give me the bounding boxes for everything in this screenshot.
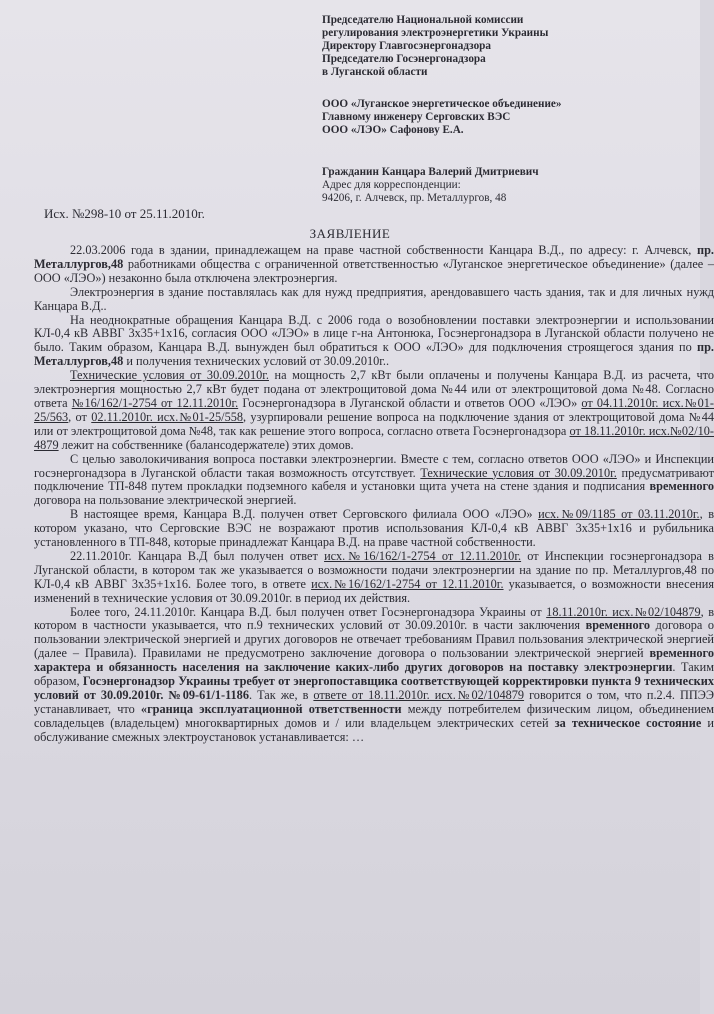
- text-run: договора на пользование электрической энергией.: [34, 493, 297, 508]
- text-run: , в котором указано, что Серговские ВЭС не возражают против использования КЛ-0,4 кВ АВВГ 3х35+1х16 и рубильника установленного в ТП-848, которые принадлежат Канцара В.Д. на праве частной собственности.: [34, 507, 714, 550]
- text-run: указывается, о возможности внесения изменений в технические условия от 30.09.2010г. в период их действия.: [34, 576, 714, 605]
- text-run: между потребителем физическим лицом, объединением совладельцев (владельцем) многоквартирных домов и / или владельцем электрических сетей: [34, 701, 714, 730]
- sender-block: [322, 166, 694, 205]
- bold-emphasis: Госэнергонадзор Украины требует от энергопоставщика соответствующей корректировки пункта 9 технических условий от 30.09.2010г. №09-61/1-1186: [34, 674, 714, 702]
- reference-number: Исх. №298-10 от 25.11.2010г.: [44, 206, 205, 221]
- text-run: , от: [68, 409, 92, 424]
- address-emphasis: пр. Металлургов,48: [34, 243, 714, 271]
- paragraph-5: [34, 453, 714, 509]
- underlined-reference: Технические условия от 30.09.2010г.: [420, 465, 617, 480]
- text-run: на мощность 2,7 кВт были оплачены и получены Канцара В.Д. из расчета, что электроэнергия мощностью 2,7 кВт будет подана от электрощитовой дома №44 или от электрощитовой дома №48. Согласно ответа: [34, 368, 714, 410]
- recipient-line: в Луганской области: [322, 66, 428, 78]
- recipients-block-2: [322, 98, 694, 137]
- recipient-line: ООО «ЛЭО» Сафонову Е.А.: [322, 124, 464, 136]
- underlined-reference: 02.11.2010г. исх.№01-25/558: [91, 409, 244, 424]
- underlined-reference: ответе от 18.11.2010г. исх.№02/104879: [313, 688, 525, 702]
- underlined-reference: 18.11.2010г. исх.№02/104879: [546, 604, 701, 619]
- paragraph-3: [34, 314, 714, 370]
- text-run: . Таким образом,: [34, 660, 714, 689]
- text-run: говорится о том, что п.2.4. ППЭЭ устанавливает, что: [34, 688, 714, 716]
- bold-emphasis: временного: [585, 618, 651, 633]
- sender-address: 94206, г. Алчевск, пр. Металлургов, 48: [322, 192, 507, 204]
- text-run: договора о пользовании электрической энергией и других договоров не отвечает требованиям Правил пользования электрической энергией (далее – Правила). Правилами не предусмотрено заключение договора о пользовании электрической энергией: [34, 618, 714, 661]
- sender-address-label: Адрес для корреспонденции:: [322, 179, 461, 191]
- text-run: Более того, 24.11.2010г. Канцара В.Д. был получен ответ Госэнергонадзора Украины от: [70, 604, 547, 619]
- paragraph-7: [34, 550, 714, 606]
- text-run: , в котором в частности указывается, что п.9 технических условий от 30.09.2010г. в части заключения: [34, 604, 714, 633]
- paragraph-2: Электроэнергия в здание поставлялась как для нужд предприятия, арендовавшего часть здания, так и для личных нужд Канцара В.Д..: [34, 284, 714, 313]
- recipient-line: Председателю Госэнергонадзора: [322, 53, 486, 65]
- text-run: . Так же, в: [248, 688, 314, 702]
- recipient-line: ООО «Луганское энергетическое объединение»: [322, 98, 562, 110]
- underlined-reference: Технические условия от 30.09.2010г.: [70, 368, 269, 383]
- paragraph-6: [34, 508, 714, 550]
- letter-body: [34, 244, 714, 745]
- text-run: от Инспекции госэнергонадзора в Луганской области, в котором так же указывается о возможности подачи электроэнергии на здание по пр. Металлургов,48 по КЛ-0,4 кВ АВВГ 3х35+1х16. Более того, в ответе: [34, 548, 714, 591]
- text-run: работниками общества с ограниченной ответственностью «Луганское энергетическое объединение» (далее – ООО «ЛЭО») незаконно была отключена электроэнергия.: [34, 256, 714, 285]
- underlined-reference: исх.№16/162/1-2754 от 12.11.2010г.: [324, 548, 522, 563]
- bold-emphasis: временного: [649, 479, 714, 494]
- text-run: 22.03.2006 года в здании, принадлежащем на праве частной собственности Канцара В.Д., по адресу: г. Алчевск,: [70, 243, 697, 257]
- recipients-block-1: [322, 14, 694, 79]
- paragraph-8: [34, 606, 714, 745]
- underlined-reference: исх.№16/162/1-2754 от 12.11.2010г.: [311, 576, 504, 591]
- text-run: В настоящее время, Канцара В.Д. получен ответ Серговского филиала ООО «ЛЭО»: [70, 507, 539, 522]
- recipient-line: Директору Главгосэнергонадзора: [322, 40, 491, 52]
- text-run: предусматривают подключение ТП-848 путем прокладки подземного кабеля и установки щита учета на стене здания и подписания: [34, 465, 714, 494]
- text-run: и получения технических условий от 30.09.2010г..: [123, 354, 390, 369]
- text-run: С целью заволокичивания вопроса поставки электроэнергии. Вместе с тем, согласно ответов ООО «ЛЭО» и Инспекции госэнергонадзора в Луганской области такая возможность отсутствует.: [34, 451, 714, 480]
- recipient-line: регулирования электроэнергетики Украины: [322, 27, 549, 39]
- paragraph-1: [34, 244, 714, 286]
- recipient-line: Главному инженеру Серговских ВЭС: [322, 111, 511, 123]
- bold-emphasis: за техническое состояние: [554, 715, 702, 730]
- address-emphasis: пр. Металлургов,48: [34, 340, 714, 369]
- text-run: , узурпировали решение вопроса на подключение здания от электрощитовой дома №44 или от электрощитовой дома №48, так как решение этого вопроса, согласно ответа Госэнергонадзора: [34, 409, 714, 438]
- text-run: 22.11.2010г. Канцара В.Д был получен ответ: [70, 548, 325, 563]
- recipient-line: Председателю Национальной комиссии: [322, 14, 524, 26]
- paragraph-4: [34, 369, 714, 452]
- underlined-reference: от 18.11.2010г. исх.№02/10-4879: [34, 423, 714, 452]
- underlined-reference: исх.№09/1185 от 03.11.2010г.: [538, 507, 700, 522]
- text-run: и обслуживание смежных электроустановок устанавливается: …: [34, 715, 714, 744]
- underlined-reference: от 04.11.2010г. исх.№01-25/563: [34, 395, 714, 424]
- document-title: ЗАЯВЛЕНИЕ: [309, 226, 391, 241]
- bold-emphasis: «граница эксплуатационной ответственности: [140, 701, 402, 716]
- underlined-reference: №16/162/1-2754 от 12.11.2010г.: [71, 395, 239, 410]
- text-run: лежит на собственнике (балансодержателе) этих домов.: [58, 437, 354, 452]
- bold-emphasis: временного характера и обязанность населения на заключение каких-либо других договоров на поставку электроэнергии: [34, 646, 714, 675]
- text-run: Госэнергонадзора в Луганской области и ответов ООО «ЛЭО»: [238, 395, 582, 410]
- text-run: На неоднократные обращения Канцара В.Д. с 2006 года о возобновлении поставки электроэнергии и использовании КЛ-0,4 кВ АВВГ 3х35+1х16, согласия ООО «ЛЭО» в лице г-на Антонюка, Госэнергонадзора в Луганской области получено не было. Таким образом, Канцара В.Д. вынужден был обратиться к ООО «ЛЭО» для подключения строящегося здания по: [34, 312, 714, 355]
- sender-name: Гражданин Канцара Валерий Дмитриевич: [322, 166, 539, 178]
